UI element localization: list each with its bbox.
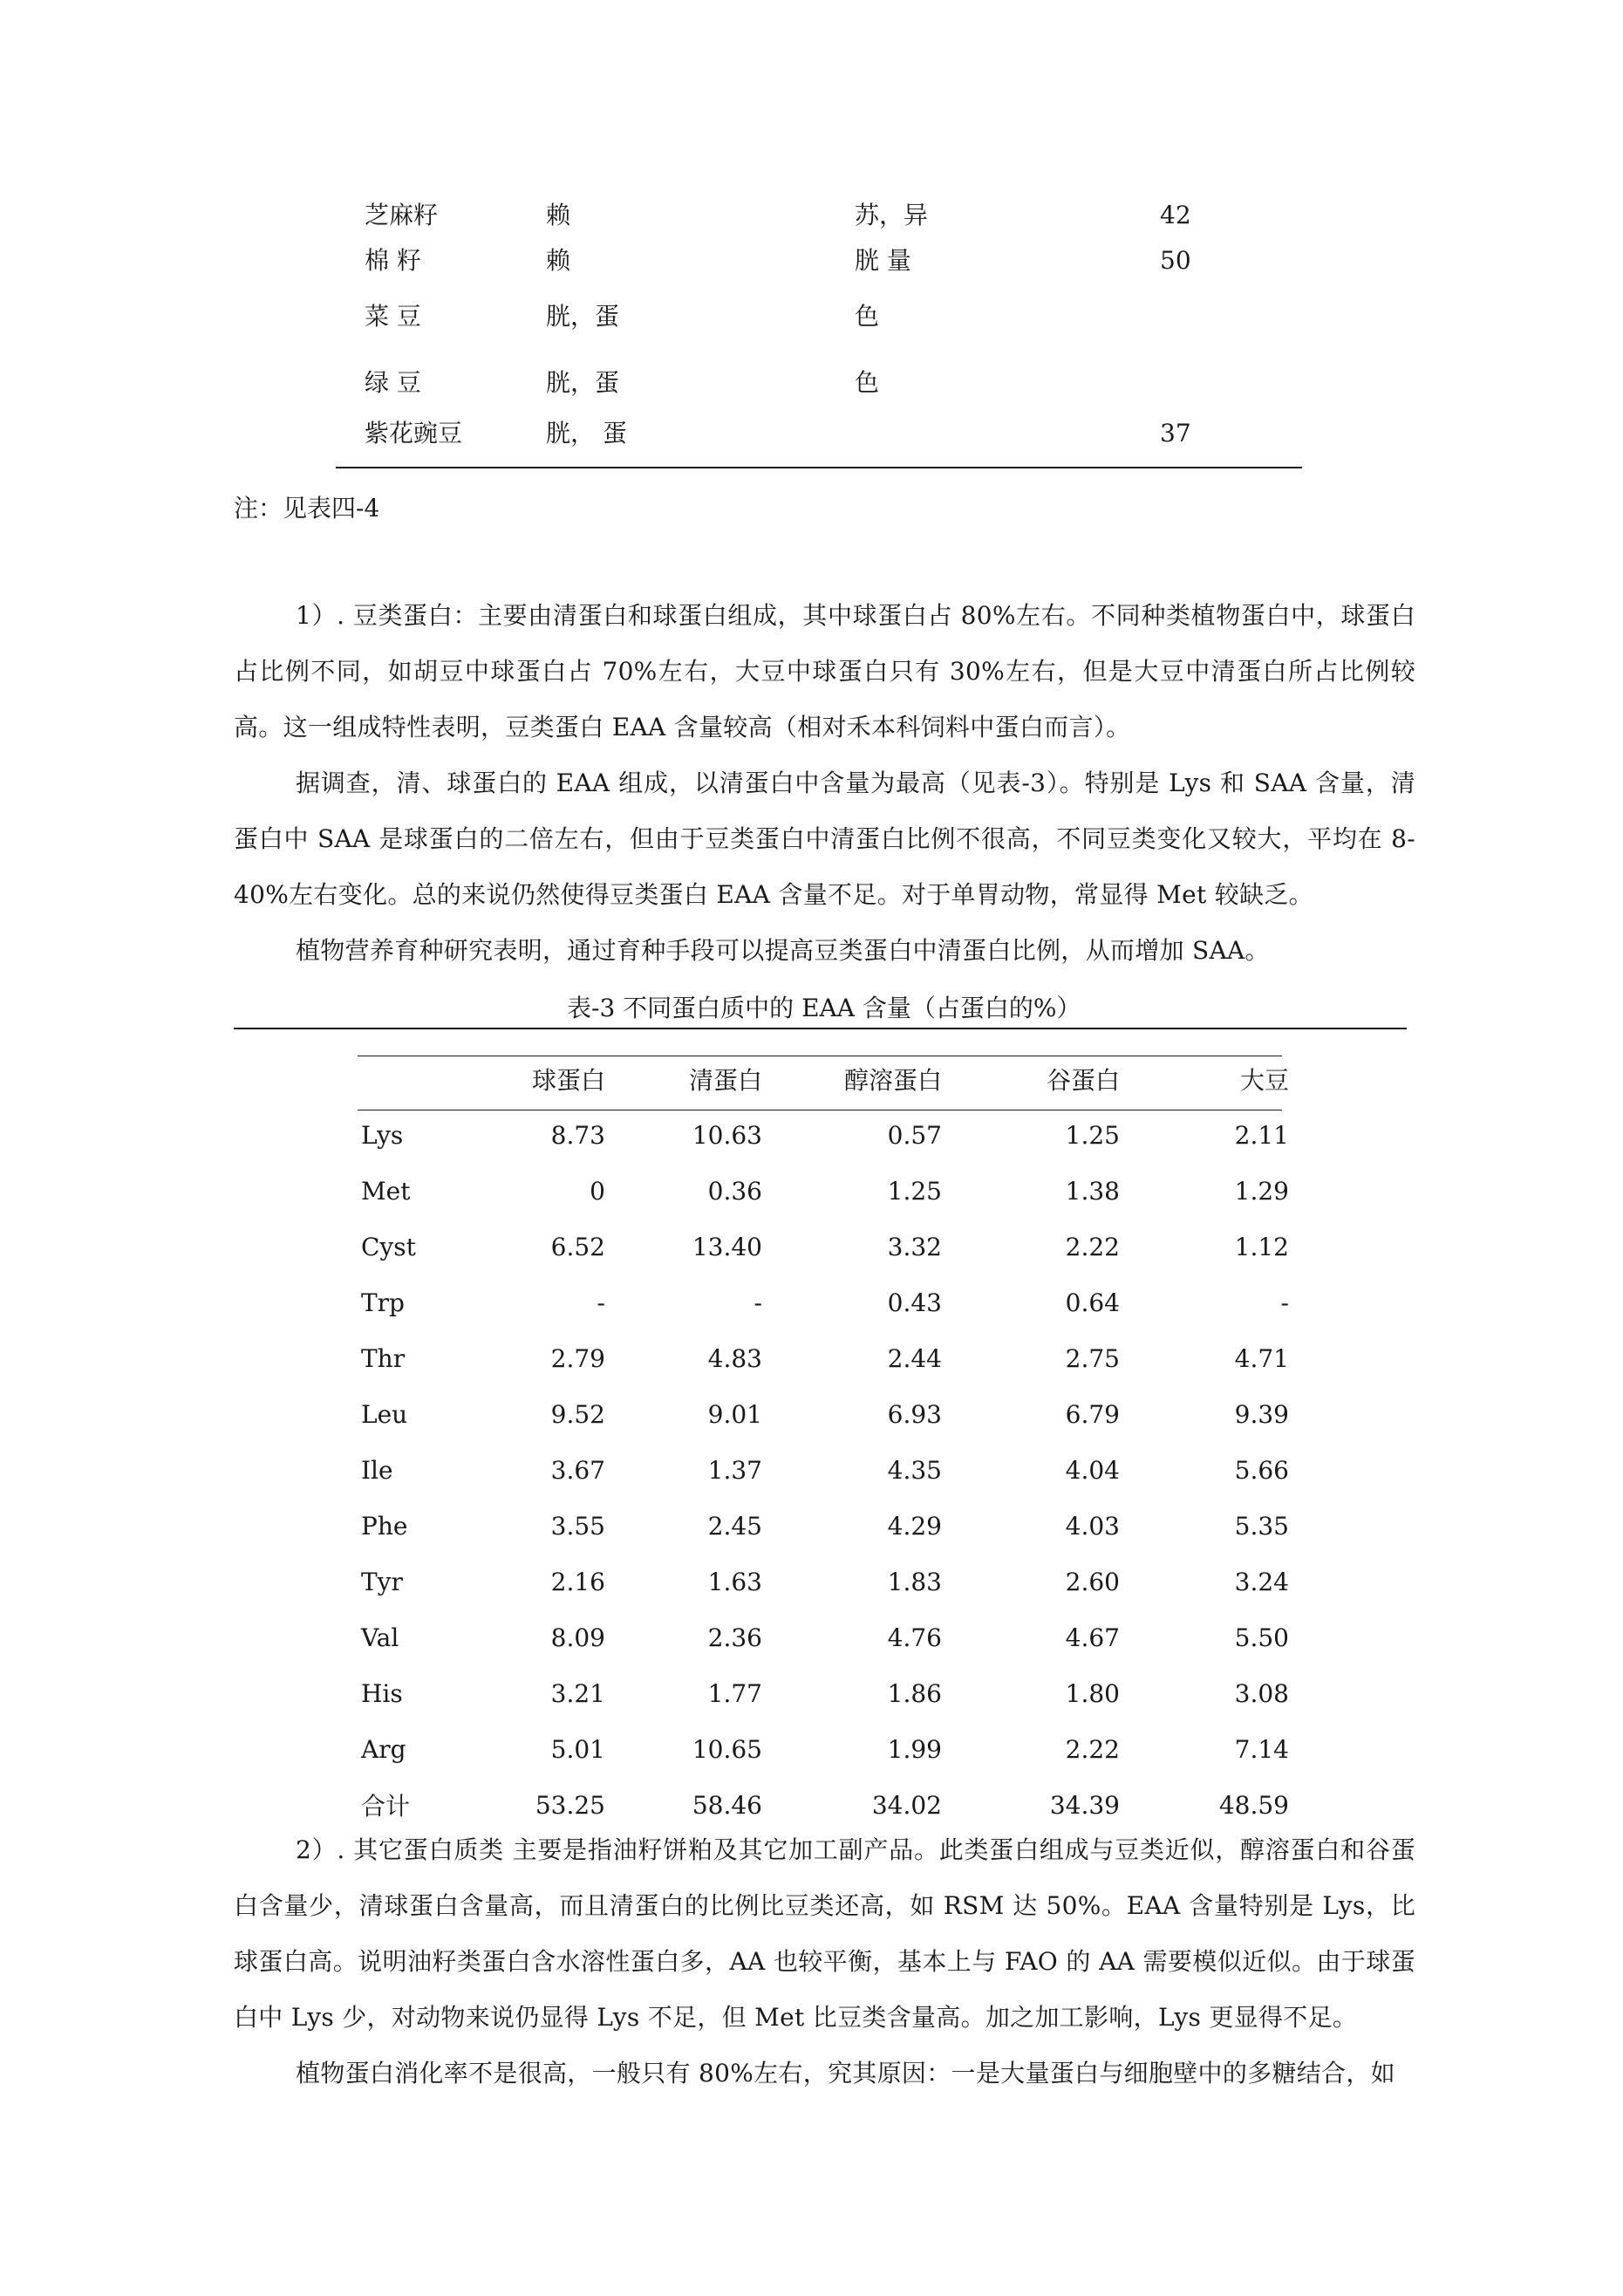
top-row-4-c1: 胱，蛋 <box>546 368 620 397</box>
table3-cell: 58.46 <box>692 1790 762 1820</box>
table3-cell: 6.52 <box>550 1232 605 1261</box>
table3-cell: 0.36 <box>707 1176 762 1206</box>
table3-cell: 1.99 <box>887 1734 942 1764</box>
table3-cell: 1.25 <box>887 1176 942 1206</box>
table3-cell: 4.83 <box>707 1343 762 1373</box>
table3-cell: 2.60 <box>1065 1567 1120 1596</box>
table3-cell: 8.09 <box>550 1623 605 1652</box>
table3-cell: 10.65 <box>692 1734 762 1764</box>
top-row-4-c2: 色 <box>855 368 880 397</box>
table3-cell: 9.52 <box>550 1399 605 1429</box>
table3-header-cell <box>358 1051 497 1107</box>
table3-row-label: Tyr <box>361 1567 403 1596</box>
paragraph-legume-protein: 1）. 豆类蛋白：主要由清蛋白和球蛋白组成，其中球蛋白占 80%左右。不同种类植物蛋白中，球蛋白占比例不同，如胡豆中球蛋白占 70%左右，大豆中球蛋白只有 30%左右，但是大豆中清蛋白所占比例较高。这一组成特性表明，豆类蛋白 EAA 含量较高（相对禾本科饲料中蛋白而言）。 <box>234 601 1415 741</box>
top-row-4-name: 绿 豆 <box>365 368 421 397</box>
top-row-3-name: 菜 豆 <box>365 302 421 331</box>
table3-cell: 8.73 <box>550 1120 605 1150</box>
table3-cell: 2.16 <box>550 1567 605 1596</box>
table3-row-label: Val <box>361 1623 399 1652</box>
table3-cell: 34.02 <box>871 1790 942 1820</box>
table-row <box>358 1274 1289 1330</box>
top-table-bottom-rule <box>336 467 1302 468</box>
table3-cell: - <box>597 1288 605 1317</box>
table3-cell: 0.43 <box>887 1288 942 1317</box>
table3-cell: 4.67 <box>1065 1623 1120 1652</box>
table-row <box>358 1219 1289 1274</box>
table3-cell: 7.14 <box>1234 1734 1289 1764</box>
top-row-2-name: 棉 籽 <box>365 246 421 275</box>
table3-cell: 2.75 <box>1065 1343 1120 1373</box>
top-row-2-c3: 50 <box>1160 246 1191 275</box>
table3-cell: 0.64 <box>1065 1288 1120 1317</box>
table3-row-label: Thr <box>361 1343 406 1373</box>
table3-cell: 2.22 <box>1065 1734 1120 1764</box>
paragraph-other-proteins: 2）. 其它蛋白质类 主要是指油籽饼粕及其它加工副产品。此类蛋白组成与豆类近似，醇溶蛋白和谷蛋白含量少，清球蛋白含量高，而且清蛋白的比例比豆类还高，如 RSM 达 50%。EAA 含量特别是 Lys，比球蛋白高。说明油籽类蛋白含水溶性蛋白多，AA 也较平衡，基本上与 FAO 的 AA 需要模似近似。由于球蛋白中 Lys 少，对动物来说仍显得 Lys 不足，但 Met 比豆类含量高。加之加工影响，Lys 更显得不足。 <box>234 1835 1415 2032</box>
table3-cell: 2.45 <box>707 1511 762 1541</box>
table3-header-row <box>358 1051 1289 1107</box>
table3-cell: 1.63 <box>707 1567 762 1596</box>
table3-row-label: Trp <box>361 1288 405 1317</box>
table3-cell: 2.11 <box>1234 1120 1289 1150</box>
top-row-3-c2: 色 <box>855 302 880 331</box>
table3-cell: 13.40 <box>692 1232 762 1261</box>
table3-body <box>358 1107 1289 1833</box>
table3-cell: 1.83 <box>887 1567 942 1596</box>
table3-cell: 5.01 <box>550 1734 605 1764</box>
table-row <box>358 1721 1289 1777</box>
table3-row-label: Met <box>361 1176 411 1206</box>
table3-header-cell: 球蛋白 <box>531 1066 605 1095</box>
top-row-2-c2: 胱 量 <box>855 246 911 275</box>
table3-cell: 53.25 <box>535 1790 605 1820</box>
table3-row-label: Phe <box>361 1511 408 1541</box>
table3-cell: 2.44 <box>887 1343 942 1373</box>
table3-row-label: Leu <box>361 1399 408 1429</box>
table3-cell: 3.08 <box>1234 1678 1289 1708</box>
table3-cell: 1.25 <box>1065 1120 1120 1150</box>
table3-cell: 4.04 <box>1065 1455 1120 1485</box>
table-row <box>358 1665 1289 1721</box>
table-row <box>358 1330 1289 1386</box>
top-row-1-c2: 苏，异 <box>855 201 929 229</box>
table3-cell: 4.03 <box>1065 1511 1120 1541</box>
table3-cell: 3.21 <box>550 1678 605 1708</box>
table3-top-rule <box>234 1028 1407 1029</box>
table3-header-cell: 谷蛋白 <box>1046 1066 1120 1095</box>
table3-header-cell: 大豆 <box>1239 1066 1289 1095</box>
paragraph-digestibility: 植物蛋白消化率不是很高，一般只有 80%左右，究其原因：一是大量蛋白与细胞壁中的多糖结合，如 <box>296 2059 1395 2088</box>
table3-cell: - <box>1280 1288 1289 1317</box>
table-note: 注：见表四-4 <box>234 494 380 523</box>
table3-cell: 1.37 <box>707 1455 762 1485</box>
top-row-2-c1: 赖 <box>546 246 571 275</box>
table3-row-label: His <box>361 1678 403 1708</box>
top-row-5-c3: 37 <box>1160 419 1191 448</box>
top-row-5-c1: 胱， 蛋 <box>546 419 627 448</box>
table3-cell: 4.71 <box>1234 1343 1289 1373</box>
table-row <box>358 1498 1289 1554</box>
table3-cell: 0 <box>590 1176 605 1206</box>
table3-cell: 5.35 <box>1234 1511 1289 1541</box>
table3-row-label: Cyst <box>361 1232 416 1261</box>
paragraph-survey: 据调查，清、球蛋白的 EAA 组成，以清蛋白中含量为最高（见表-3）。特别是 Lys 和 SAA 含量，清蛋白中 SAA 是球蛋白的二倍左右，但由于豆类蛋白中清蛋白比例不很高，不同豆类变化又较大，平均在 8-40%左右变化。总的来说仍然使得豆类蛋白 EAA 含量不足。对于单胃动物，常显得 Met 较缺乏。 <box>234 769 1415 909</box>
table3-cell: 3.32 <box>887 1232 942 1261</box>
top-row-1-c1: 赖 <box>546 201 571 229</box>
table3-cell: 1.77 <box>707 1678 762 1708</box>
table3-cell: 1.12 <box>1234 1232 1289 1261</box>
table3-cell: 1.80 <box>1065 1678 1120 1708</box>
table-row <box>358 1163 1289 1219</box>
top-row-5-name: 紫花豌豆 <box>365 419 463 448</box>
table3-cell: 2.22 <box>1065 1232 1120 1261</box>
table3-row-label: Arg <box>361 1734 406 1764</box>
table3-cell: 4.29 <box>887 1511 942 1541</box>
table3-header-cell: 醇溶蛋白 <box>843 1066 942 1095</box>
table3-cell: 9.01 <box>707 1399 762 1429</box>
table-row <box>358 1554 1289 1609</box>
table3-cell: - <box>754 1288 762 1317</box>
table3-cell: 2.79 <box>550 1343 605 1373</box>
table3-cell: 9.39 <box>1234 1399 1289 1429</box>
top-row-1-name: 芝麻籽 <box>365 201 439 229</box>
table3-cell: 1.86 <box>887 1678 942 1708</box>
table-row <box>358 1442 1289 1498</box>
top-row-1-c3: 42 <box>1160 201 1191 229</box>
table3-cell: 1.38 <box>1065 1176 1120 1206</box>
table3-cell: 3.67 <box>550 1455 605 1485</box>
table3-cell: 6.79 <box>1065 1399 1120 1429</box>
table3-header-cell: 清蛋白 <box>688 1066 762 1095</box>
table3-caption: 表-3 不同蛋白质中的 EAA 含量（占蛋白的%） <box>567 994 1081 1022</box>
table3-cell: 5.66 <box>1234 1455 1289 1485</box>
table-row <box>358 1386 1289 1442</box>
table-row <box>358 1107 1289 1163</box>
table3-cell: 6.93 <box>887 1399 942 1429</box>
table3-cell: 3.55 <box>550 1511 605 1541</box>
table3-row-label: Ile <box>361 1455 393 1485</box>
table3-row-label: Lys <box>361 1120 404 1150</box>
table3-cell: 3.24 <box>1234 1567 1289 1596</box>
paragraph-breeding: 植物营养育种研究表明，通过育种手段可以提高豆类蛋白中清蛋白比例，从而增加 SAA。 <box>296 936 1270 965</box>
table3-cell: 2.36 <box>707 1623 762 1652</box>
table3-cell: 34.39 <box>1049 1790 1120 1820</box>
table3-row-label: 合计 <box>361 1792 411 1821</box>
table3 <box>358 1051 1289 1833</box>
table3-cell: 1.29 <box>1234 1176 1289 1206</box>
table3-cell: 4.76 <box>887 1623 942 1652</box>
table3-cell: 5.50 <box>1234 1623 1289 1652</box>
table3-cell: 4.35 <box>887 1455 942 1485</box>
table3-cell: 0.57 <box>887 1120 942 1150</box>
top-row-3-c1: 胱，蛋 <box>546 302 620 331</box>
table3-cell: 48.59 <box>1218 1790 1289 1820</box>
table-row <box>358 1609 1289 1665</box>
table3-cell: 10.63 <box>692 1120 762 1150</box>
